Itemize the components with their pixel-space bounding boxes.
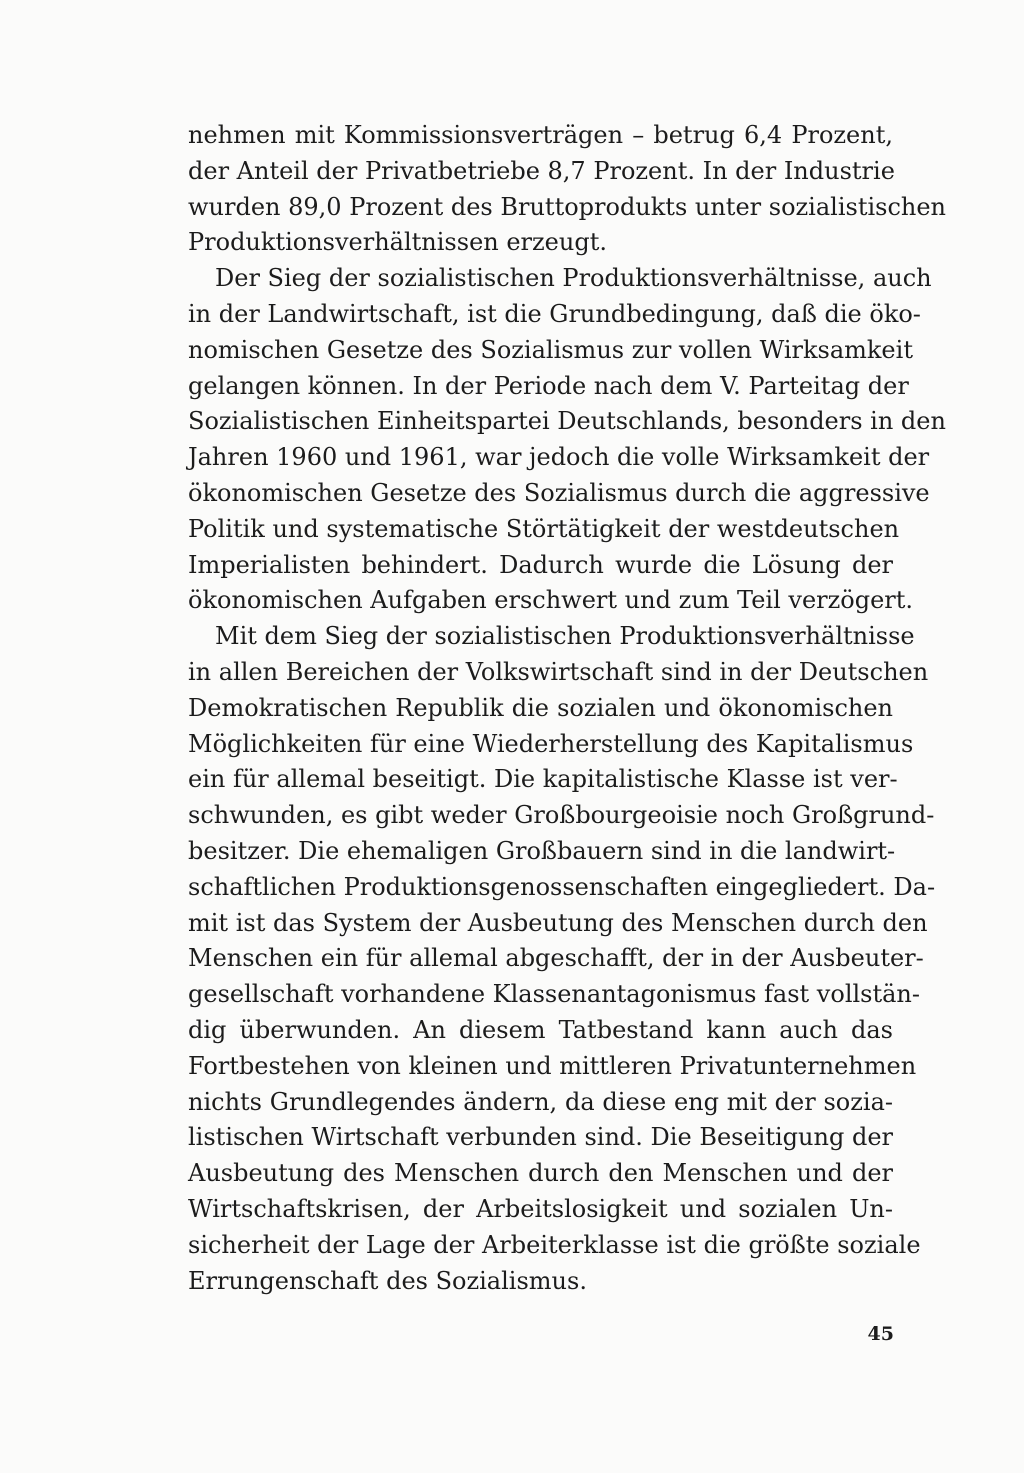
body-text: [188, 118, 947, 1299]
text-line: wurden 89,0 Prozent des Bruttoprodukts unter sozialistischen: [188, 192, 947, 221]
text-line: Wirtschaftskrisen, der Arbeitslosigkeit und sozialen Un-: [188, 1194, 893, 1223]
text-line: Jahren 1960 und 1961, war jedoch die volle Wirksamkeit der: [188, 443, 930, 472]
text-line: ein für allemal beseitigt. Die kapitalistische Klasse ist ver-: [188, 765, 898, 794]
text-line: Möglichkeiten für eine Wiederherstellung des Kapitalismus: [188, 729, 914, 758]
text-line: Der Sieg der sozialistischen Produktionsverhältnisse, auch: [215, 264, 932, 293]
text-line: schwunden, es gibt weder Großbourgeoisie noch Großgrund-: [188, 801, 935, 830]
text-line: mit ist das System der Ausbeutung des Menschen durch den: [188, 908, 928, 937]
text-line: nehmen mit Kommissionsverträgen – betrug 6,4 Prozent,: [188, 121, 893, 149]
text-line: Menschen ein für allemal abgeschafft, der in der Ausbeuter-: [188, 944, 924, 973]
text-line: listischen Wirtschaft verbunden sind. Die Beseitigung der: [188, 1123, 893, 1152]
text-line: gelangen können. In der Periode nach dem V. Parteitag der: [188, 371, 909, 400]
text-line: Demokratischen Republik die sozialen und ökonomischen: [188, 693, 893, 722]
paragraph: [188, 118, 947, 261]
text-line: Errungenschaft des Sozialismus.: [188, 1266, 587, 1295]
text-line: Fortbestehen von kleinen und mittleren Privatunternehmen: [188, 1051, 917, 1080]
page-number: 45: [867, 1323, 894, 1345]
text-line: Imperialisten behindert. Dadurch wurde die Lösung der: [188, 550, 893, 579]
text-line: dig überwunden. An diesem Tatbestand kann auch das: [188, 1015, 893, 1044]
text-line: Ausbeutung des Menschen durch den Menschen und der: [188, 1159, 893, 1188]
text-line: in allen Bereichen der Volkswirtschaft sind in der Deutschen: [188, 657, 929, 686]
text-line: nomischen Gesetze des Sozialismus zur vollen Wirksamkeit: [188, 335, 913, 364]
text-line: Sozialistischen Einheitspartei Deutschlands, besonders in den: [188, 407, 946, 436]
text-line: ökonomischen Aufgaben erschwert und zum Teil verzögert.: [188, 586, 914, 615]
text-line: Politik und systematische Störtätigkeit der westdeutschen: [188, 514, 900, 543]
text-line: in der Landwirtschaft, ist die Grundbedingung, daß die öko-: [188, 299, 921, 328]
text-line: der Anteil der Privatbetriebe 8,7 Prozent. In der Industrie: [188, 156, 895, 185]
text-line: Mit dem Sieg der sozialistischen Produktionsverhältnisse: [215, 622, 915, 651]
paragraph: [188, 619, 936, 1299]
text-line: nichts Grundlegendes ändern, da diese eng mit der sozia-: [188, 1087, 893, 1116]
text-line: besitzer. Die ehemaligen Großbauern sind in die landwirt-: [188, 836, 896, 865]
text-line: Produktionsverhältnissen erzeugt.: [188, 228, 607, 257]
text-line: gesellschaft vorhandene Klassenantagonismus fast vollstän-: [188, 980, 920, 1009]
text-line: sicherheit der Lage der Arbeiterklasse ist die größte soziale: [188, 1230, 921, 1259]
text-line: schaftlichen Produktionsgenossenschaften eingegliedert. Da-: [188, 872, 936, 901]
text-line: ökonomischen Gesetze des Sozialismus durch die aggressive: [188, 478, 930, 507]
paragraph: [188, 261, 946, 619]
